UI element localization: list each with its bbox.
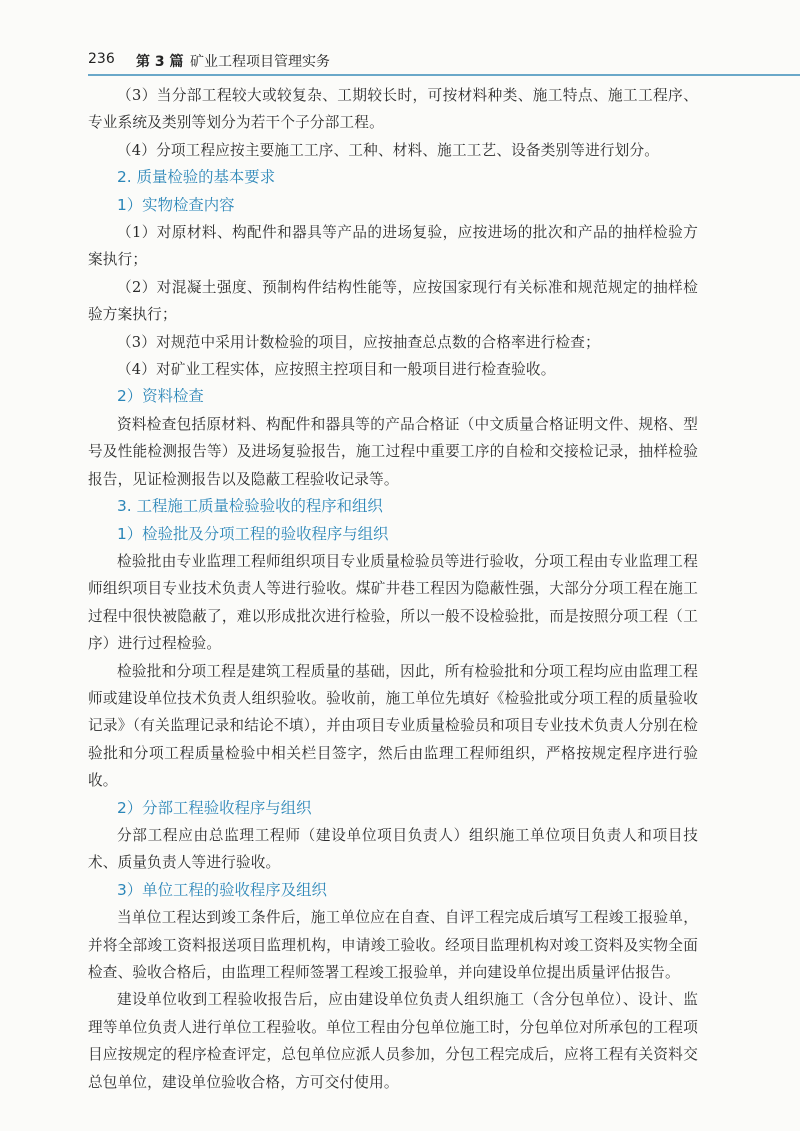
section-heading: 3. 工程施工质量检验验收的程序和组织 — [117, 497, 383, 516]
header-rule — [88, 74, 800, 76]
paragraph: （3）对规范中采用计数检验的项目，应按抽查总点数的合格率进行检查； — [117, 333, 600, 351]
paragraph: 资料检查包括原材料、构配件和器具等的产品合格证（中文质量合格证明文件、规格、型号及性能检测报告等）及进场复验报告，施工过程中重要工序的自检和交接检记录，抽样检验报告，见证检测报告以及隐蔽工程验收记录等。 — [88, 415, 698, 488]
paragraph: 当单位工程达到竣工条件后，施工单位应在自查、自评工程完成后填写工程竣工报验单，并将全部竣工资料报送项目监理机构，申请竣工验收。经项目监理机构对竣工资料及实物全面检查、验收合格后，由监理工程师签署工程竣工报验单，并向建设单位提出质量评估报告。 — [88, 909, 698, 981]
header-title: 矿业工程项目管理实务 — [190, 54, 330, 70]
subsection-heading: 2）资料检查 — [117, 387, 204, 406]
subsection-heading: 3）单位工程的验收程序及组织 — [117, 880, 327, 899]
paragraph: （1）对原材料、构配件和器具等产品的进场复验，应按进场的批次和产品的抽样检验方案执行； — [88, 224, 698, 269]
section-heading: 2. 质量检验的基本要求 — [117, 168, 276, 187]
subsection-heading: 1）实物检查内容 — [117, 195, 235, 214]
chapter-label: 第 3 篇 — [136, 54, 184, 70]
paragraph: （3）当分部工程较大或较复杂、工期较长时，可按材料种类、施工特点、施工工程序、专业系统及类别等划分为若干个子分部工程。 — [88, 87, 698, 132]
subsection-heading: 2）分部工程验收程序与组织 — [117, 798, 312, 817]
paragraph: 分部工程应由总监理工程师（建设单位项目负责人）组织施工单位项目负责人和项目技术、质量负责人等进行验收。 — [88, 826, 698, 872]
paragraph: （4）分项工程应按主要施工工序、工种、材料、施工工艺、设备类别等进行划分。 — [117, 141, 660, 159]
paragraph: （2）对混凝土强度、预制构件结构性能等，应按国家现行有关标准和规范规定的抽样检验方案执行； — [88, 278, 698, 324]
paragraph: 检验批由专业监理工程师组织项目专业质量检验员等进行验收，分项工程由专业监理工程师组织项目专业技术负责人等进行验收。煤矿井巷工程因为隐蔽性强，大部分分项工程在施工过程中很快被隐蔽了，难以形成批次进行检验，所以一般不设检验批，而是按照分项工程（工序）进行过程检验。 — [88, 552, 698, 653]
subsection-heading: 1）检验批及分项工程的验收程序与组织 — [117, 524, 389, 543]
page-body — [88, 82, 698, 1096]
paragraph: （4）对矿业工程实体，应按照主控项目和一般项目进行检查验收。 — [117, 361, 556, 379]
running-header — [88, 48, 800, 76]
paragraph: 检验批和分项工程是建筑工程质量的基础，因此，所有检验批和分项工程均应由监理工程师或建设单位技术负责人组织验收。验收前，施工单位先填好《检验批或分项工程的质量验收记录》（有关监理记录和结论不填），并由项目专业质量检验员和项目专业技术负责人分别在检验批和分项工程质量检验中相关栏目签字，然后由监理工程师组织，严格按规定程序进行验收。 — [88, 662, 698, 790]
page-number: 236 — [88, 51, 115, 67]
paragraph: 建设单位收到工程验收报告后，应由建设单位负责人组织施工（含分包单位）、设计、监理等单位负责人进行单位工程验收。单位工程由分包单位施工时，分包单位对所承包的工程项目应按规定的程序检查评定，总包单位应派人员参加，分包工程完成后，应将工程有关资料交总包单位，建设单位验收合格，方可交付使用。 — [88, 991, 698, 1091]
